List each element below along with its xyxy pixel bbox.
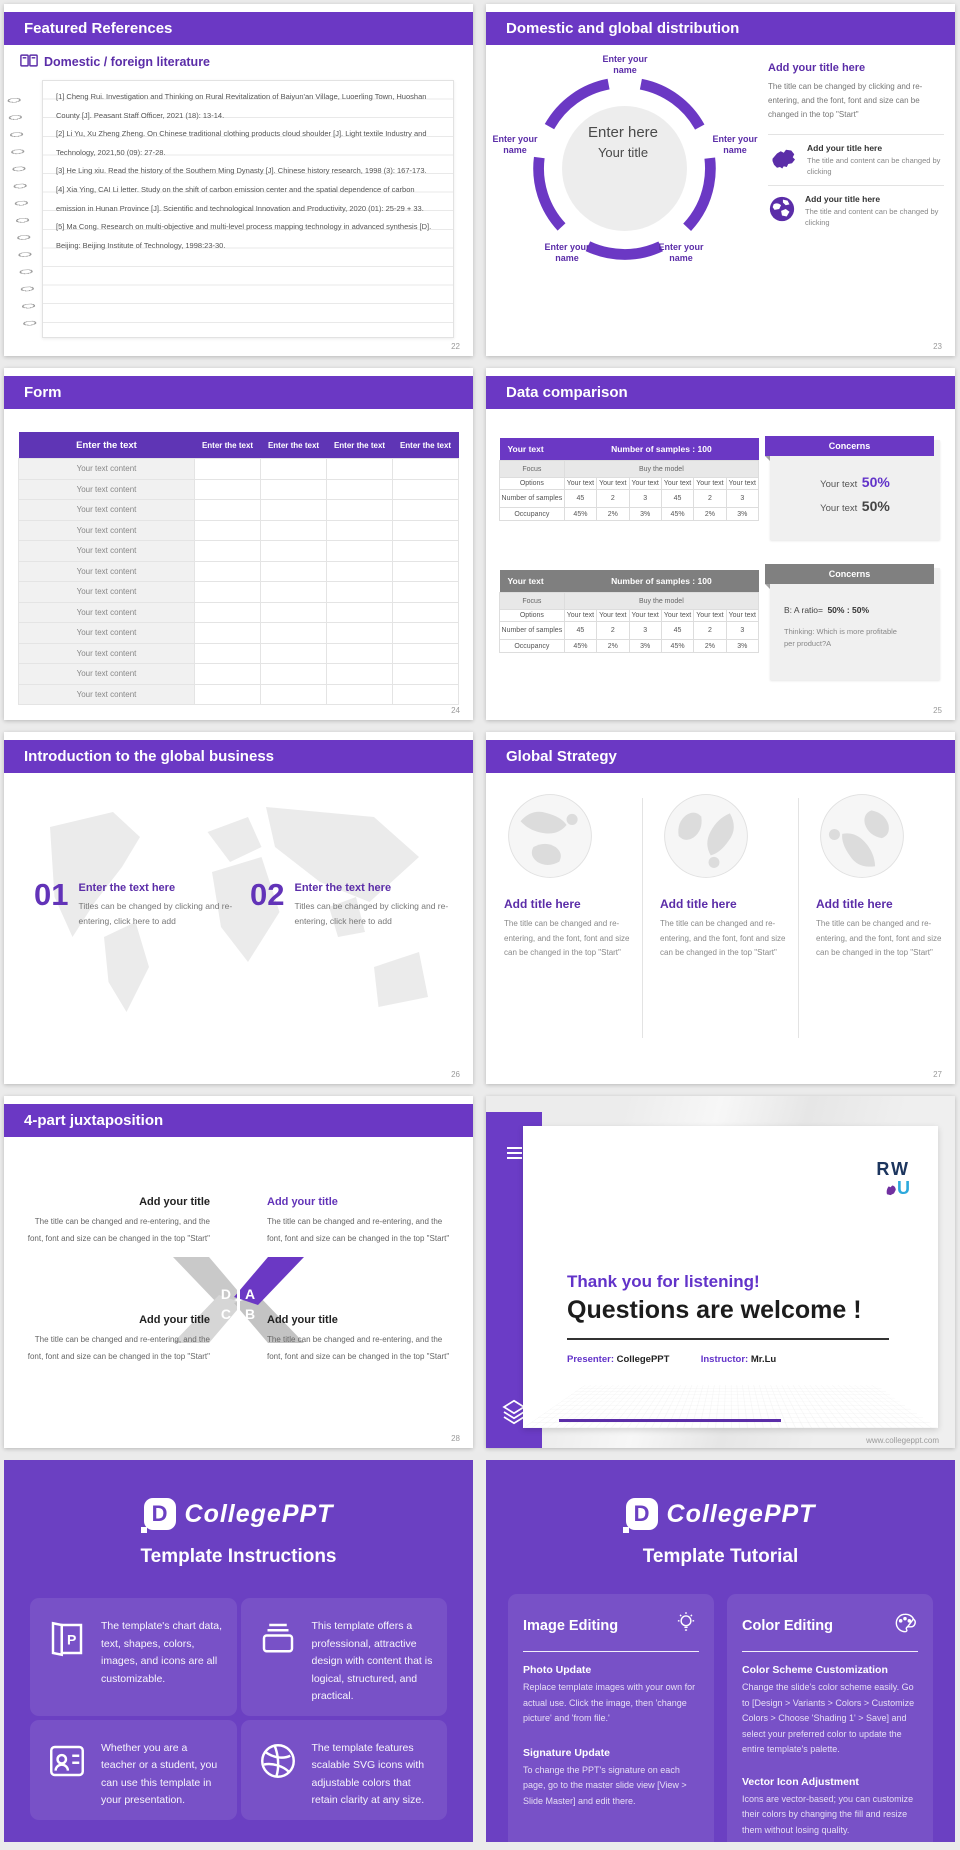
globe-graphic — [504, 790, 596, 882]
tutorial-card-image-editing — [508, 1594, 714, 1842]
slide-title-bar: Form — [4, 376, 473, 409]
page-number: 28 — [451, 1434, 460, 1443]
spiral-binding — [4, 91, 43, 333]
quadrant-text — [267, 1314, 453, 1365]
underline-rule — [567, 1338, 889, 1340]
tutorial-section-title: Color Scheme Customization — [742, 1664, 888, 1676]
instruction-card — [241, 1598, 448, 1716]
table-row: Your text content — [19, 479, 459, 500]
info-heading: Add your title here — [768, 62, 866, 74]
svg-text:C: C — [220, 1306, 231, 1322]
concern-ratio: B: A ratio= 50% : 50% — [784, 605, 870, 615]
info-item-title: Add your title here — [805, 194, 881, 204]
instruction-text: The template features scalable SVG icons with adjustable colors that retain clarity at any size. — [311, 1741, 425, 1806]
table-row: Your text content — [19, 684, 459, 705]
comparison-table-gray: Your text Number of samples : 100 Focus Buy the model Options Your text Your text Your text Your text Your text Your text Number of samples 45 2 3 45 2 3 Occupancy 45% 2% 3% 45% 2% 3% — [499, 570, 759, 653]
template-instructions-panel — [4, 1460, 473, 1842]
svg-text:B: B — [245, 1306, 256, 1322]
globe-graphic — [816, 790, 908, 882]
tutorial-section-body: Change the slide's color scheme easily. Go to [Design > Variants > Colors > Customize Colors > Choose 'Shading 1' > Save] and select your preferred color to update the entire template's palette. — [742, 1682, 915, 1754]
concern-line: Your text 50% — [820, 498, 890, 514]
thankyou-heading: Thank you for listening! — [567, 1272, 760, 1291]
item-body: Titles can be changed by clicking and re-entering, click here to add — [78, 901, 233, 926]
table-row: Your text content — [19, 500, 459, 521]
instruction-card — [30, 1598, 237, 1716]
tutorial-section-title: Vector Icon Adjustment — [742, 1775, 859, 1788]
column-header: Enter the text — [195, 432, 261, 459]
distribution-info — [768, 62, 944, 236]
item-heading: Enter the text here — [294, 882, 392, 894]
table-row: Your text content — [19, 664, 459, 685]
brand-name: CollegePPT — [184, 1499, 334, 1528]
brand-row — [486, 1498, 955, 1530]
slide-23-distribution[interactable] — [486, 4, 955, 356]
diagram-center-text: Enter here Your title — [587, 124, 659, 160]
satellite-label: Enter your name — [544, 242, 590, 263]
slide-title-bar: Featured References — [4, 12, 473, 45]
strategy-body: The title can be changed and re-entering, and the font, font and size can be changed in the top "Start" — [816, 919, 942, 957]
concern-thinking: Thinking: Which is more profitable per product?A — [784, 627, 897, 648]
quadrant-heading: Add your title — [267, 1196, 338, 1208]
palette-icon — [892, 1610, 918, 1641]
slide-title-bar: 4-part juxtaposition — [4, 1104, 473, 1137]
slide-22-featured-references[interactable] — [4, 4, 473, 356]
instruction-text: The template's chart data, text, shapes, colors, images, and icons are all customizable. — [101, 1620, 223, 1685]
section-heading-label: Domestic / foreign literature — [44, 55, 211, 69]
instruction-cards — [30, 1598, 447, 1812]
slide-title-bar: Data comparison — [486, 376, 955, 409]
page-number: 26 — [451, 1070, 460, 1079]
column-header: Enter the text — [19, 432, 195, 459]
info-item-title: Add your title here — [807, 143, 883, 153]
page-number: 23 — [933, 342, 942, 351]
presenter-line: Presenter: CollegePPT Instructor: Mr.Lu — [567, 1354, 777, 1365]
lion-icon — [884, 1182, 897, 1196]
panel-heading: Template Instructions — [140, 1546, 337, 1567]
column-header: Enter the text — [261, 432, 327, 459]
page-number: 27 — [933, 1070, 942, 1079]
numbered-item — [34, 877, 242, 929]
strategy-heading: Add title here — [504, 897, 581, 911]
strategy-column — [816, 790, 955, 961]
tutorial-cards — [508, 1594, 933, 1835]
slide-25-data-comparison[interactable] — [486, 368, 955, 720]
website-url: www.collegeppt.com — [866, 1436, 939, 1445]
info-item-body: The title and content can be changed by clicking — [807, 156, 941, 176]
item-number: 01 — [34, 877, 69, 912]
info-item — [768, 134, 944, 185]
reference-item: [5] Ma Cong. Research on multi-objective and multi-level process mapping technology in advanced synthesis [D]. Beijing: Beijing Institute of Technology, 1998:23-30. — [56, 222, 432, 250]
quadrant-text — [267, 1196, 453, 1247]
satellite-label: Enter your name — [602, 54, 648, 75]
quadrant-text — [24, 1314, 210, 1365]
strategy-body: The title can be changed and re-entering, and the font, font and size can be changed in the top "Start" — [660, 919, 786, 957]
references-paper — [42, 80, 454, 338]
column-header: Enter the text — [393, 432, 459, 459]
slide-29-thank-you[interactable] — [486, 1096, 955, 1448]
form-table — [18, 432, 459, 705]
concerns-box-1 — [770, 440, 940, 540]
section-heading — [20, 54, 210, 70]
ball-icon — [257, 1740, 299, 1810]
svg-text:P: P — [67, 1631, 77, 1648]
info-body: The title can be changed by clicking and re-entering, and the font, font and size can be changed in the top "Start" — [768, 82, 923, 119]
page-number: 22 — [451, 342, 460, 351]
table-row: Your text content — [19, 541, 459, 562]
tutorial-section-title: Photo Update — [523, 1664, 592, 1676]
tutorial-section-body: Icons are vector-based; you can customize their colors by changing the fill and resize them without losing quality. — [742, 1793, 914, 1835]
concerns-ribbon: Concerns — [765, 436, 934, 456]
brand-row — [4, 1498, 473, 1530]
collegeppt-logo-icon: D — [626, 1498, 658, 1530]
questions-heading: Questions are welcome ! — [567, 1296, 862, 1324]
quadrant-body: The title can be changed and re-entering, and the font, font and size can be changed in the top "Start" — [267, 1335, 450, 1361]
person-badge-icon — [46, 1740, 88, 1810]
china-map-icon — [768, 145, 798, 176]
slide-24-form[interactable] — [4, 368, 473, 720]
table-row: Your text content — [19, 602, 459, 623]
concerns-box-2 — [770, 568, 940, 680]
concerns-ribbon: Concerns — [765, 564, 934, 584]
table-header-row — [19, 432, 459, 459]
table-row: Your text content — [19, 643, 459, 664]
panel-heading: Template Tutorial — [642, 1546, 799, 1567]
tutorial-section-body: To change the PPT's signature on each page, go to the master slide view [View > Slide Master] and edit there. — [523, 1764, 687, 1806]
info-item-body: The title and content can be changed by clicking — [805, 207, 939, 227]
tutorial-card-color-editing — [727, 1594, 933, 1842]
collegeppt-logo-icon: D — [144, 1498, 176, 1530]
brochure-icon — [46, 1618, 88, 1706]
tutorial-card-title: Image Editing — [523, 1617, 619, 1634]
page-number: 25 — [933, 706, 942, 715]
circular-diagram — [492, 52, 760, 292]
instruction-card — [241, 1720, 448, 1820]
table-row: Your text content — [19, 459, 459, 480]
comparison-table-purple: Your text Number of samples : 100 Focus Buy the model Options Your text Your text Your text Your text Your text Your text Number of samples 45 2 3 45 2 3 Occupancy 45% 2% 3% 45% 2% 3% — [499, 438, 759, 521]
slide-title-bar: Domestic and global distribution — [486, 12, 955, 45]
item-body: Titles can be changed by clicking and re-entering, click here to add — [294, 901, 449, 926]
strategy-heading: Add title here — [816, 897, 893, 911]
quadrant-heading: Add your title — [139, 1196, 210, 1208]
diagram-arcs — [522, 66, 727, 271]
quadrant-heading: Add your title — [267, 1314, 338, 1326]
strategy-heading: Add title here — [660, 897, 737, 911]
tutorial-section-body: Replace template images with your own for actual use. Click the image, then 'change picture' and 'from file.' — [523, 1682, 696, 1723]
slide-28-four-part-juxtaposition[interactable] — [4, 1096, 473, 1448]
tutorial-card-title: Color Editing — [742, 1617, 834, 1634]
quadrant-heading: Add your title — [139, 1314, 210, 1326]
quadrant-body: The title can be changed and re-entering, and the font, font and size can be changed in the top "Start" — [27, 1335, 210, 1361]
thankyou-card — [523, 1126, 938, 1428]
svg-text:A: A — [245, 1286, 256, 1302]
instruction-card — [30, 1720, 237, 1820]
strategy-column — [504, 790, 643, 961]
slide-title-bar: Introduction to the global business — [4, 740, 473, 773]
reference-item: [2] Li Yu, Xu Zheng Zheng. On Chinese traditional clothing products cloud shoulder [J]. Light textile Industry and Technology, 2021,50 (09): 27-28. — [56, 129, 427, 157]
quadrant-text — [24, 1196, 210, 1247]
lightbulb-icon — [673, 1610, 699, 1641]
concern-line: Your text 50% — [820, 474, 890, 490]
reference-item: [3] He Ling xiu. Read the history of the Southern Ming Dynasty [J]. Chinese history research, 1998 (3): 167-173. — [56, 166, 427, 176]
strategy-body: The title can be changed and re-entering, and the font, font and size can be changed in the top "Start" — [504, 919, 630, 957]
globe-icon — [768, 195, 796, 228]
stacked-files-icon — [257, 1618, 299, 1706]
accent-line — [559, 1419, 781, 1422]
column-header: Enter the text — [327, 432, 393, 459]
brand-name: CollegePPT — [666, 1499, 816, 1528]
table-row: Your text content — [19, 520, 459, 541]
quadrant-body: The title can be changed and re-entering, and the font, font and size can be changed in the top "Start" — [27, 1217, 210, 1243]
numbered-item — [250, 877, 458, 929]
reference-item: [4] Xia Ying, CAI Li letter. Study on the shift of carbon emission center and the spatial dependence of carbon emission in Hunan Province [J]. Scientific and technological Innovation and Productivity, 2020 (01): 25-29 + 33. — [56, 184, 424, 213]
reference-item: [1] Cheng Rui. Investigation and Thinking on Rural Revitalization of Baiyun'an Village, Luoerling Town, Huoshan County [J]. Peasant Staff Officer, 2021 (18): 13-14. — [56, 92, 427, 120]
instruction-text: This template offers a professional, attractive design with content that is logical, structured, and practical. — [311, 1620, 433, 1702]
slide-27-global-strategy[interactable] — [486, 732, 955, 1084]
satellite-label: Enter your name — [658, 242, 704, 263]
quadrant-body: The title can be changed and re-entering, and the font, font and size can be changed in the top "Start" — [267, 1217, 450, 1243]
item-number: 02 — [250, 877, 285, 912]
satellite-label: Enter your name — [712, 134, 758, 155]
slide-26-intro-global-business[interactable] — [4, 732, 473, 1084]
strategy-column — [660, 790, 799, 961]
item-heading: Enter the text here — [78, 882, 176, 894]
table-row: Your text content — [19, 623, 459, 644]
template-tutorial-panel — [486, 1460, 955, 1842]
satellite-label: Enter your name — [492, 134, 538, 155]
instruction-text: Whether you are a teacher or a student, you can use this template in your presentation. — [101, 1741, 218, 1806]
globe-graphic — [660, 790, 752, 882]
table-row: Your text content — [19, 561, 459, 582]
info-item — [768, 185, 944, 236]
open-book-icon — [20, 54, 38, 70]
slide-title-bar: Global Strategy — [486, 740, 955, 773]
svg-text:D: D — [220, 1286, 231, 1302]
tutorial-section-title: Signature Update — [523, 1746, 610, 1759]
table-row: Your text content — [19, 582, 459, 603]
page-number: 24 — [451, 706, 460, 715]
university-logo: RW U — [876, 1159, 910, 1198]
